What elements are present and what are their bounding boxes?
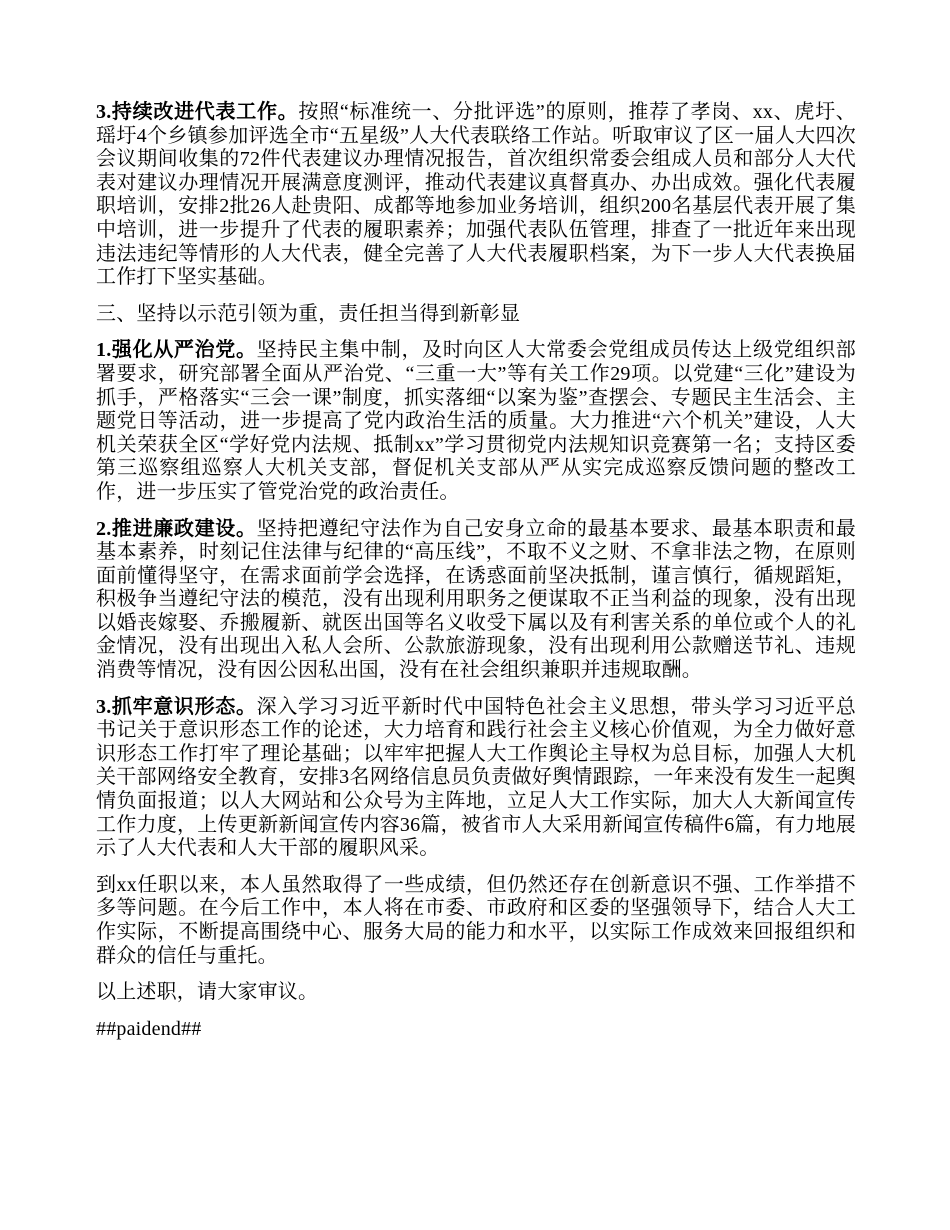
document-body: [96, 101, 856, 1041]
paragraph-ideology-work: [96, 696, 856, 861]
paragraph-representative-work: [96, 101, 856, 290]
paragraph-lead: 3.抓牢意识形态。: [96, 695, 257, 718]
paragraph-self-review: [96, 874, 856, 968]
paragraph-text: 到xx任职以来，本人虽然取得了一些成绩，但仍然还存在创新意识不强、工作举措不多等问题。在今后工作中，本人将在市委、市政府和区委的坚强领导下，结合人大工作实际，不断提高围绕中心、服务大局的能力和水平，以实际工作成效来回报组织和群众的信任与重托。: [96, 873, 856, 967]
paragraph-text: 按照“标准统一、分批评选”的原则，推荐了孝岗、xx、虎圩、瑶圩4个乡镇参加评选全市“五星级”人大代表联络工作站。听取审议了区一届人大四次会议期间收集的72件代表建议办理情况报告，首次组织常委会组成人员和部分人大代表对建议办理情况开展满意度测评，推动代表建议真督真办、办出成效。强化代表履职培训，安排2批26人赴贵阳、成都等地参加业务培训，组织200名基层代表开展了集中培训，进一步提升了代表的履职素养；加强代表队伍管理，排查了一批近年来出现违法违纪等情形的人大代表，健全完善了人大代表履职档案，为下一步人大代表换届工作打下坚实基础。: [96, 101, 856, 289]
paragraph-lead: 1.强化从严治党。: [96, 339, 257, 362]
paragraph-paid-end-marker: [96, 1018, 856, 1042]
paragraph-lead: 2.推进廉政建设。: [96, 517, 257, 540]
paragraph-text: 以上述职，请大家审议。: [96, 981, 319, 1004]
paragraph-text: 坚持把遵纪守法作为自己安身立命的最基本要求、最基本职责和最基本素养，时刻记住法律与纪律的“高压线”，不取不义之财、不拿非法之物，在原则面前懂得坚守，在需求面前学会选择，在诱惑面前坚决抵制，谨言慎行，循规蹈矩，积极争当遵纪守法的模范，没有出现利用职务之便谋取不正当利益的现象，没有出现以婚丧嫁娶、乔搬履新、就医出国等名义收受下属以及有利害关系的单位或个人的礼金情况，没有出现出入私人会所、公款旅游现象，没有出现利用公款赠送节礼、违规消费等情况，没有因公因私出国，没有在社会组织兼职并违规取酬。: [96, 517, 856, 682]
paragraph-lead: 3.持续改进代表工作。: [96, 101, 299, 123]
section-heading: 三、坚持以示范引领为重，责任担当得到新彰显: [96, 302, 521, 325]
paragraph-closing: [96, 981, 856, 1005]
paragraph-party-discipline: [96, 339, 856, 504]
paragraph-text: 坚持民主集中制，及时向区人大常委会党组成员传达上级党组织部署要求，研究部署全面从严治党、“三重一大”等有关工作29项。以党建“三化”建设为抓手，严格落实“三会一课”制度，抓实落细“以案为鉴”查摆会、专题民主生活会、主题党日等活动，进一步提高了党内政治生活的质量。大力推进“六个机关”建设，人大机关荣获全区“学好党内法规、抵制xx”学习贯彻党内法规知识竞赛第一名；支持区委第三巡察组巡察人大机关支部，督促机关支部从严从实完成巡察反馈问题的整改工作，进一步压实了管党治党的政治责任。: [96, 339, 856, 503]
paragraph-text: ##paidend##: [96, 1017, 202, 1040]
paragraph-text: 深入学习习近平新时代中国特色社会主义思想，带头学习习近平总书记关于意识形态工作的论述，大力培育和践行社会主义核心价值观，为全力做好意识形态工作打牢了理论基础；以牢牢把握人大工作舆论主导权为总目标，加强人大机关干部网络安全教育，安排3名网络信息员负责做好舆情跟踪，一年来没有发生一起舆情负面报道；以人大网站和公众号为主阵地，立足人大工作实际，加大人大新闻宣传工作力度，上传更新新闻宣传内容36篇，被省市人大采用新闻宣传稿件6篇，有力地展示了人大代表和人大干部的履职风采。: [96, 695, 856, 860]
paragraph-integrity-building: [96, 518, 856, 683]
